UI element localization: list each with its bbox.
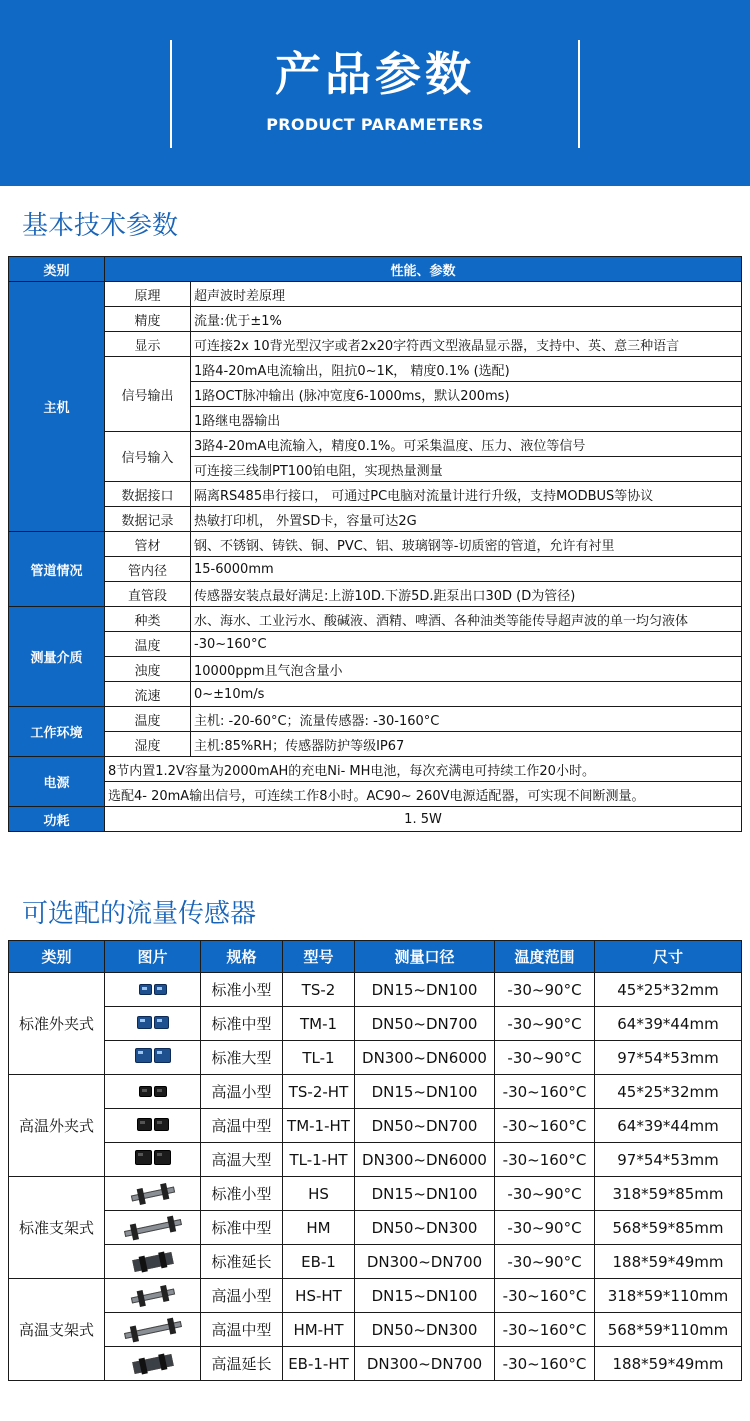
row-value: 8节内置1.2V容量为2000mAH的充电Ni- MH电池，每次充满电可持续工作20小时。 [105, 757, 742, 782]
table-row [9, 1211, 742, 1245]
row-label: 信号输出 [105, 357, 191, 432]
size-cell: 64*39*44mm [595, 1109, 742, 1143]
row-label: 管材 [105, 532, 191, 557]
row-value: 主机: -20-60°C；流量传感器: -30-160°C [191, 707, 742, 732]
table-row [9, 357, 742, 382]
rail-medium-icon [105, 1313, 201, 1347]
row-label: 温度 [105, 632, 191, 657]
temp-cell: -30~160°C [495, 1313, 595, 1347]
temp-cell: -30~160°C [495, 1075, 595, 1109]
row-label: 信号输入 [105, 432, 191, 482]
table-row [9, 482, 742, 507]
table-row [9, 1245, 742, 1279]
model-cell: EB-1 [283, 1245, 355, 1279]
spec-cell: 标准小型 [201, 973, 283, 1007]
group-label: 标准支架式 [9, 1177, 105, 1279]
temp-cell: -30~160°C [495, 1109, 595, 1143]
temp-cell: -30~160°C [495, 1279, 595, 1313]
model-cell: HS-HT [283, 1279, 355, 1313]
model-cell: HM [283, 1211, 355, 1245]
category-power: 电源 [9, 757, 105, 807]
size-cell: 318*59*85mm [595, 1177, 742, 1211]
row-label: 管内径 [105, 557, 191, 582]
table-row [9, 1007, 742, 1041]
size-cell: 568*59*110mm [595, 1313, 742, 1347]
basic-params-table [8, 256, 742, 832]
range-cell: DN300~DN6000 [355, 1143, 495, 1177]
table-row [9, 632, 742, 657]
table-row [9, 1075, 742, 1109]
range-cell: DN300~DN700 [355, 1347, 495, 1381]
size-cell: 45*25*32mm [595, 1075, 742, 1109]
table-row [9, 557, 742, 582]
rail-extended-icon [105, 1347, 201, 1381]
row-label: 数据记录 [105, 507, 191, 532]
row-value: 0~±10m/s [191, 682, 742, 707]
temp-cell: -30~90°C [495, 1211, 595, 1245]
sensor-table [8, 940, 742, 1381]
header-category: 类别 [9, 257, 105, 282]
group-label: 高温外夹式 [9, 1075, 105, 1177]
row-label: 直管段 [105, 582, 191, 607]
row-value: 1路OCT脉冲输出 (脉冲宽度6-1000ms，默认200ms) [191, 382, 742, 407]
rail-small-icon [105, 1279, 201, 1313]
range-cell: DN50~DN300 [355, 1313, 495, 1347]
table-row [9, 607, 742, 632]
section-title-basic: 基本技术参数 [22, 211, 179, 241]
table-row [9, 507, 742, 532]
model-cell: TM-1 [283, 1007, 355, 1041]
range-cell: DN50~DN700 [355, 1109, 495, 1143]
row-value: 传感器安装点最好满足:上游10D.下游5D.距泵出口30D (D为管径) [191, 582, 742, 607]
header-model: 型号 [283, 941, 355, 973]
table-row [9, 707, 742, 732]
row-label: 显示 [105, 332, 191, 357]
table-row [9, 682, 742, 707]
range-cell: DN50~DN700 [355, 1007, 495, 1041]
header-picture: 图片 [105, 941, 201, 973]
row-value: 水、海水、工业污水、酸碱液、酒精、啤酒、各种油类等能传导超声波的单一均匀液体 [191, 607, 742, 632]
spec-cell: 高温大型 [201, 1143, 283, 1177]
row-value: 主机:85%RH；传感器防护等级IP67 [191, 732, 742, 757]
row-value: 流量:优于±1% [191, 307, 742, 332]
size-cell: 97*54*53mm [595, 1041, 742, 1075]
blue-clamp-medium-icon [105, 1007, 201, 1041]
spec-cell: 高温延长 [201, 1347, 283, 1381]
size-cell: 64*39*44mm [595, 1007, 742, 1041]
spec-cell: 高温小型 [201, 1279, 283, 1313]
range-cell: DN15~DN100 [355, 1177, 495, 1211]
category-host: 主机 [9, 282, 105, 532]
category-pipe: 管道情况 [9, 532, 105, 607]
model-cell: TL-1-HT [283, 1143, 355, 1177]
rail-medium-icon [105, 1211, 201, 1245]
table-row [9, 1143, 742, 1177]
table-row [9, 582, 742, 607]
range-cell: DN15~DN100 [355, 973, 495, 1007]
row-value: 10000ppm且气泡含量小 [191, 657, 742, 682]
model-cell: EB-1-HT [283, 1347, 355, 1381]
spec-cell: 高温中型 [201, 1313, 283, 1347]
spec-cell: 标准小型 [201, 1177, 283, 1211]
banner [0, 0, 750, 186]
size-cell: 318*59*110mm [595, 1279, 742, 1313]
row-label: 浊度 [105, 657, 191, 682]
blue-clamp-large-icon [105, 1041, 201, 1075]
table-row [9, 332, 742, 357]
temp-cell: -30~160°C [495, 1143, 595, 1177]
table-row [9, 432, 742, 457]
banner-subtitle: PRODUCT PARAMETERS [266, 115, 484, 134]
table-row [9, 1279, 742, 1313]
header-temp: 温度范围 [495, 941, 595, 973]
table-row [9, 757, 742, 782]
black-clamp-medium-icon [105, 1109, 201, 1143]
table-header-row [9, 257, 742, 282]
row-value: 可连接三线制PT100铂电阻，实现热量测量 [191, 457, 742, 482]
row-value: 隔离RS485串行接口， 可通过PC电脑对流量计进行升级，支持MODBUS等协议 [191, 482, 742, 507]
temp-cell: -30~90°C [495, 973, 595, 1007]
row-value: 选配4- 20mA输出信号，可连续工作8小时。AC90~ 260V电源适配器，可实现不间断测量。 [105, 782, 742, 807]
range-cell: DN15~DN100 [355, 1075, 495, 1109]
black-clamp-small-icon [105, 1075, 201, 1109]
row-value: 1路继电器输出 [191, 407, 742, 432]
table-row [9, 282, 742, 307]
table-row [9, 807, 742, 832]
spec-cell: 高温小型 [201, 1075, 283, 1109]
header-size: 尺寸 [595, 941, 742, 973]
range-cell: DN50~DN300 [355, 1211, 495, 1245]
row-value: -30~160°C [191, 632, 742, 657]
black-clamp-large-icon [105, 1143, 201, 1177]
size-cell: 45*25*32mm [595, 973, 742, 1007]
row-value: 3路4-20mA电流输入，精度0.1%。可采集温度、压力、液位等信号 [191, 432, 742, 457]
table-row [9, 1041, 742, 1075]
rail-small-icon [105, 1177, 201, 1211]
table-row [9, 1313, 742, 1347]
spec-cell: 标准中型 [201, 1211, 283, 1245]
header-category: 类别 [9, 941, 105, 973]
model-cell: TM-1-HT [283, 1109, 355, 1143]
temp-cell: -30~160°C [495, 1347, 595, 1381]
spec-cell: 高温中型 [201, 1109, 283, 1143]
header-range: 测量口径 [355, 941, 495, 973]
temp-cell: -30~90°C [495, 1041, 595, 1075]
section-title-sensors: 可选配的流量传感器 [22, 899, 257, 929]
range-cell: DN300~DN700 [355, 1245, 495, 1279]
model-cell: TS-2 [283, 973, 355, 1007]
row-label: 湿度 [105, 732, 191, 757]
row-label: 温度 [105, 707, 191, 732]
table-row [9, 1109, 742, 1143]
group-label: 标准外夹式 [9, 973, 105, 1075]
range-cell: DN15~DN100 [355, 1279, 495, 1313]
category-consumption: 功耗 [9, 807, 105, 832]
table-row [9, 532, 742, 557]
spec-cell: 标准延长 [201, 1245, 283, 1279]
row-value: 热敏打印机， 外置SD卡，容量可达2G [191, 507, 742, 532]
table-row [9, 657, 742, 682]
model-cell: HS [283, 1177, 355, 1211]
banner-title: 产品参数 [275, 47, 475, 101]
group-label: 高温支架式 [9, 1279, 105, 1381]
rail-extended-icon [105, 1245, 201, 1279]
row-label: 流速 [105, 682, 191, 707]
header-performance: 性能、参数 [105, 257, 742, 282]
size-cell: 188*59*49mm [595, 1245, 742, 1279]
range-cell: DN300~DN6000 [355, 1041, 495, 1075]
spec-cell: 标准大型 [201, 1041, 283, 1075]
table-row [9, 732, 742, 757]
row-value: 超声波时差原理 [191, 282, 742, 307]
temp-cell: -30~90°C [495, 1245, 595, 1279]
row-label: 精度 [105, 307, 191, 332]
table-row [9, 1177, 742, 1211]
table-header-row [9, 941, 742, 973]
row-label: 原理 [105, 282, 191, 307]
size-cell: 568*59*85mm [595, 1211, 742, 1245]
temp-cell: -30~90°C [495, 1007, 595, 1041]
size-cell: 188*59*49mm [595, 1347, 742, 1381]
category-environment: 工作环境 [9, 707, 105, 757]
blue-clamp-small-icon [105, 973, 201, 1007]
model-cell: TS-2-HT [283, 1075, 355, 1109]
model-cell: TL-1 [283, 1041, 355, 1075]
model-cell: HM-HT [283, 1313, 355, 1347]
row-label: 数据接口 [105, 482, 191, 507]
category-medium: 测量介质 [9, 607, 105, 707]
table-row [9, 782, 742, 807]
row-value: 1. 5W [105, 807, 742, 832]
temp-cell: -30~90°C [495, 1177, 595, 1211]
row-value: 钢、不锈钢、铸铁、铜、PVC、铝、玻璃钢等-切质密的管道，允许有衬里 [191, 532, 742, 557]
size-cell: 97*54*53mm [595, 1143, 742, 1177]
table-row [9, 1347, 742, 1381]
table-row [9, 307, 742, 332]
header-spec: 规格 [201, 941, 283, 973]
row-value: 15-6000mm [191, 557, 742, 582]
row-value: 可连接2x 10背光型汉字或者2x20字符西文型液晶显示器，支持中、英、意三种语言 [191, 332, 742, 357]
spec-cell: 标准中型 [201, 1007, 283, 1041]
row-label: 种类 [105, 607, 191, 632]
row-value: 1路4-20mA电流输出，阻抗0~1K， 精度0.1% (选配) [191, 357, 742, 382]
table-row [9, 973, 742, 1007]
